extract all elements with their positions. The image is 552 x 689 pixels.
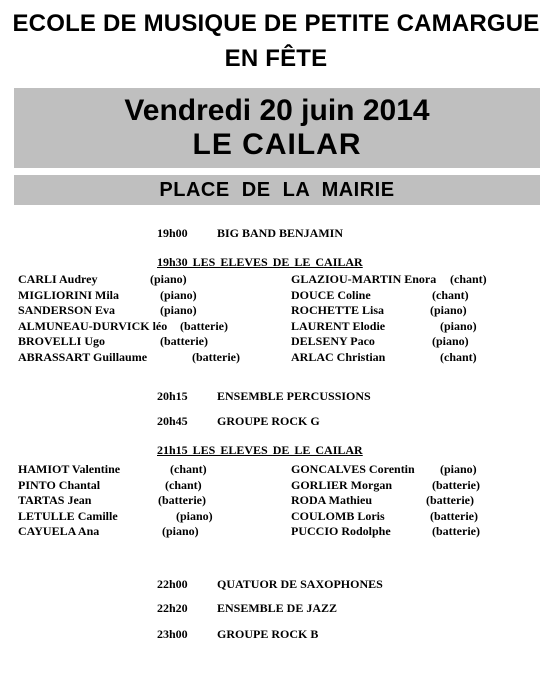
student-instrument: (piano) bbox=[162, 524, 199, 538]
student-instrument: (batterie) bbox=[432, 477, 480, 492]
program-time: 20h45 bbox=[157, 414, 188, 428]
student-name: PINTO Chantal bbox=[18, 477, 101, 492]
student-instrument: (chant) bbox=[170, 462, 207, 476]
student-instrument: (chant) bbox=[432, 287, 469, 302]
student-instrument: (piano) bbox=[150, 272, 187, 286]
student-instrument: (piano) bbox=[432, 334, 469, 348]
student-name: CARLI Audrey bbox=[18, 272, 98, 286]
student-instrument: (batterie) bbox=[426, 493, 474, 507]
roster-row bbox=[0, 493, 552, 509]
school-subtitle: EN FÊTE bbox=[224, 45, 328, 72]
roster-row bbox=[0, 350, 552, 366]
student-name: TARTAS Jean bbox=[18, 493, 92, 507]
student-name: DELSENY Paco bbox=[291, 334, 375, 348]
event-date: Vendredi 20 juin 2014 bbox=[124, 94, 430, 127]
program-name: QUATUOR DE SAXOPHONES bbox=[217, 577, 383, 591]
roster-row bbox=[0, 524, 552, 540]
event-town: LE CAILAR bbox=[192, 128, 362, 161]
roster-row bbox=[0, 478, 552, 494]
student-name: GLAZIOU-MARTIN Enora bbox=[291, 272, 437, 286]
student-instrument: (piano) bbox=[430, 303, 467, 317]
roster-row bbox=[0, 319, 552, 335]
student-instrument: (chant) bbox=[450, 272, 487, 286]
student-instrument: (chant) bbox=[440, 349, 477, 364]
student-instrument: (batterie) bbox=[432, 524, 480, 538]
program-name: GROUPE ROCK B bbox=[217, 627, 319, 641]
student-name: RODA Mathieu bbox=[291, 493, 372, 507]
student-name: CAYUELA Ana bbox=[18, 524, 100, 538]
student-name: GONCALVES Corentin bbox=[291, 462, 415, 476]
date-banner bbox=[14, 88, 540, 168]
student-instrument: (piano) bbox=[176, 508, 213, 523]
student-name: ALMUNEAU-DURVICK léo bbox=[18, 318, 168, 333]
program-time: 23h00 bbox=[157, 627, 188, 641]
roster-row bbox=[0, 288, 552, 304]
student-name: BROVELLI Ugo bbox=[18, 334, 106, 348]
student-name: DOUCE Coline bbox=[291, 287, 371, 302]
student-name: ABRASSART Guillaume bbox=[18, 349, 148, 364]
program-time: 22h00 bbox=[157, 577, 188, 591]
venue-banner: PLACE DE LA MAIRIE bbox=[14, 175, 540, 205]
student-name: LAURENT Elodie bbox=[291, 318, 386, 333]
student-instrument: (chant) bbox=[165, 477, 202, 492]
student-instrument: (piano) bbox=[440, 318, 477, 333]
student-instrument: (piano) bbox=[160, 303, 197, 317]
student-instrument: (batterie) bbox=[180, 318, 228, 333]
student-name: ROCHETTE Lisa bbox=[291, 303, 385, 317]
roster-row bbox=[0, 462, 552, 478]
program-name: ENSEMBLE PERCUSSIONS bbox=[217, 389, 371, 403]
student-instrument: (batterie) bbox=[160, 334, 208, 348]
roster-row bbox=[0, 272, 552, 288]
student-name: HAMIOT Valentine bbox=[18, 462, 121, 476]
school-title: ECOLE DE MUSIQUE DE PETITE CAMARGUE bbox=[12, 10, 540, 37]
program-time: 19h00 bbox=[157, 226, 188, 240]
student-instrument: (batterie) bbox=[158, 493, 206, 507]
student-instrument: (batterie) bbox=[430, 508, 478, 523]
student-name: GORLIER Morgan bbox=[291, 477, 393, 492]
student-name: PUCCIO Rodolphe bbox=[291, 524, 391, 538]
program-name: BIG BAND BENJAMIN bbox=[217, 226, 344, 240]
student-name: COULOMB Loris bbox=[291, 508, 385, 523]
student-instrument: (piano) bbox=[440, 462, 477, 476]
program-time: 20h15 bbox=[157, 389, 188, 403]
section-heading: 19h30 LES ELEVES DE LE CAILAR bbox=[157, 255, 363, 269]
roster-row bbox=[0, 334, 552, 350]
program-time: 22h20 bbox=[157, 601, 188, 615]
section-heading: 21h15 LES ELEVES DE LE CAILAR bbox=[157, 443, 363, 457]
program-name: GROUPE ROCK G bbox=[217, 414, 320, 428]
student-name: ARLAC Christian bbox=[291, 349, 386, 364]
student-instrument: (batterie) bbox=[192, 349, 240, 364]
student-instrument: (piano) bbox=[160, 287, 197, 302]
student-name: LETULLE Camille bbox=[18, 508, 118, 523]
student-name: SANDERSON Eva bbox=[18, 303, 116, 317]
roster-row bbox=[0, 303, 552, 319]
student-name: MIGLIORINI Mila bbox=[18, 287, 120, 302]
roster-row bbox=[0, 509, 552, 525]
program-name: ENSEMBLE DE JAZZ bbox=[217, 601, 338, 615]
